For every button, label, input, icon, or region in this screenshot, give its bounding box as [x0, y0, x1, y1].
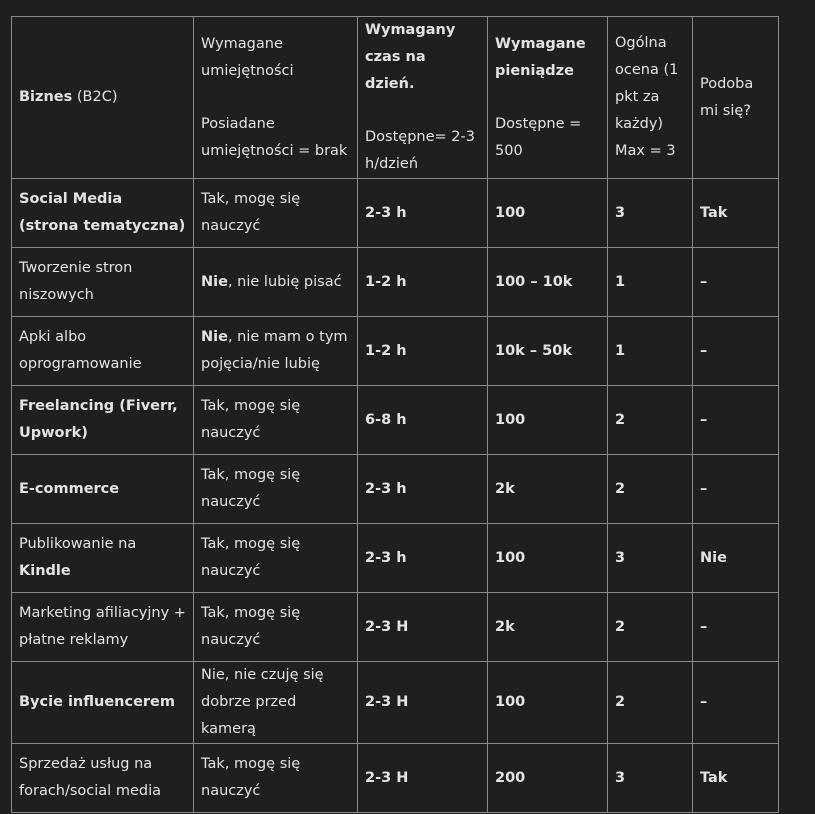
table-row [12, 179, 779, 248]
business-name: Bycie influencerem [12, 662, 194, 744]
business-name: Freelancing (Fiverr, Upwork) [12, 386, 194, 455]
like-cell: – [693, 317, 779, 386]
skill-cell: Nie, nie lubię pisać [194, 248, 358, 317]
money-cell: 100 [488, 662, 608, 744]
time-cell: 2-3 h [358, 179, 488, 248]
time-cell: 2-3 H [358, 662, 488, 744]
money-cell: 100 – 10k [488, 248, 608, 317]
header-time: Wymagany czas na dzień. Dostępne= 2-3 h/dzień [358, 17, 488, 179]
business-name: Publikowanie na Kindle [12, 524, 194, 593]
table-row [12, 455, 779, 524]
table-row [12, 524, 779, 593]
score-cell: 3 [608, 524, 693, 593]
money-cell: 100 [488, 179, 608, 248]
comparison-table [11, 16, 779, 813]
money-cell: 200 [488, 744, 608, 813]
score-cell: 2 [608, 662, 693, 744]
skill-cell: Nie, nie mam o tym pojęcia/nie lubię [194, 317, 358, 386]
money-cell: 2k [488, 593, 608, 662]
skill-cell: Tak, mogę się nauczyć [194, 524, 358, 593]
time-cell: 1-2 h [358, 317, 488, 386]
header-like: Podoba mi się? [693, 17, 779, 179]
skill-cell: Tak, mogę się nauczyć [194, 455, 358, 524]
header-business: Biznes (B2C) [12, 17, 194, 179]
business-name: E-commerce [12, 455, 194, 524]
like-cell: Tak [693, 744, 779, 813]
time-cell: 2-3 H [358, 593, 488, 662]
table-header-row [12, 17, 779, 179]
time-cell: 2-3 h [358, 524, 488, 593]
business-name: Social Media (strona tematyczna) [12, 179, 194, 248]
like-cell: – [693, 386, 779, 455]
table-row [12, 593, 779, 662]
table-row [12, 744, 779, 813]
like-cell: – [693, 593, 779, 662]
like-cell: Nie [693, 524, 779, 593]
business-name: Sprzedaż usług na forach/social media [12, 744, 194, 813]
business-name: Apki albo oprogramowanie [12, 317, 194, 386]
time-cell: 2-3 H [358, 744, 488, 813]
table-row [12, 386, 779, 455]
money-cell: 100 [488, 524, 608, 593]
time-cell: 1-2 h [358, 248, 488, 317]
skill-cell: Tak, mogę się nauczyć [194, 179, 358, 248]
like-cell: – [693, 455, 779, 524]
business-name: Marketing afiliacyjny + płatne reklamy [12, 593, 194, 662]
like-cell: – [693, 662, 779, 744]
skill-cell: Tak, mogę się nauczyć [194, 386, 358, 455]
score-cell: 3 [608, 179, 693, 248]
table-row [12, 248, 779, 317]
header-money: Wymagane pieniądze Dostępne = 500 [488, 17, 608, 179]
score-cell: 1 [608, 248, 693, 317]
money-cell: 2k [488, 455, 608, 524]
score-cell: 2 [608, 593, 693, 662]
time-cell: 6-8 h [358, 386, 488, 455]
business-name: Tworzenie stron niszowych [12, 248, 194, 317]
table-row [12, 662, 779, 744]
score-cell: 1 [608, 317, 693, 386]
money-cell: 100 [488, 386, 608, 455]
score-cell: 2 [608, 455, 693, 524]
header-skills: Wymagane umiejętności Posiadane umiejętności = brak [194, 17, 358, 179]
money-cell: 10k – 50k [488, 317, 608, 386]
skill-cell: Tak, mogę się nauczyć [194, 593, 358, 662]
like-cell: – [693, 248, 779, 317]
table-row [12, 317, 779, 386]
like-cell: Tak [693, 179, 779, 248]
score-cell: 3 [608, 744, 693, 813]
time-cell: 2-3 h [358, 455, 488, 524]
score-cell: 2 [608, 386, 693, 455]
header-score: Ogólna ocena (1 pkt za każdy) Max = 3 [608, 17, 693, 179]
skill-cell: Tak, mogę się nauczyć [194, 744, 358, 813]
skill-cell: Nie, nie czuję się dobrze przed kamerą [194, 662, 358, 744]
